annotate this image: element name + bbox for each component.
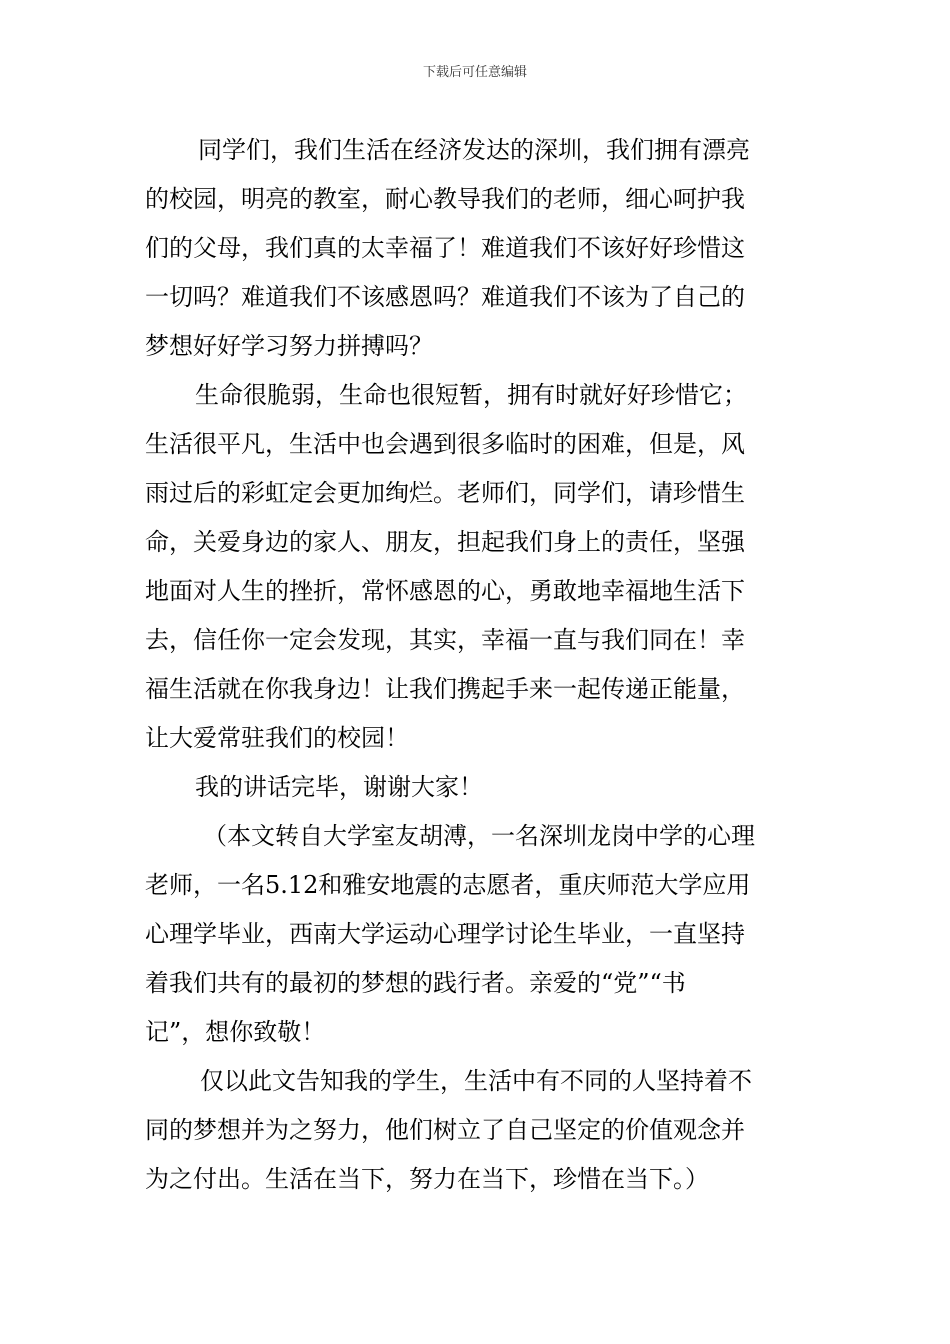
- text-line: （本文转自大学室友胡溥，一名深圳龙岗中学的心理: [203, 822, 755, 850]
- text-line: 同学们，我们生活在经济发达的深圳，我们拥有漂亮: [198, 136, 750, 164]
- text-line: 的校园，明亮的教室，耐心教导我们的老师，细心呵护我: [145, 185, 745, 213]
- text-line: 我的讲话完毕，谢谢大家！: [195, 773, 483, 801]
- text-line: 命，关爱身边的家人、朋友，担起我们身上的责任，坚强: [145, 528, 745, 556]
- text-line: 梦想好好学习努力拼搏吗？: [145, 332, 433, 360]
- text-line: 福生活就在你我身边！让我们携起手来一起传递正能量，: [145, 675, 745, 703]
- text-line: 心理学毕业，西南大学运动心理学讨论生毕业，一直坚持: [145, 920, 745, 948]
- text-line: 让大爱常驻我们的校园！: [145, 724, 409, 752]
- text-line: 着我们共有的最初的梦想的践行者。亲爱的“党”“书: [145, 969, 686, 997]
- text-line: 记”，想你致敬！: [145, 1018, 326, 1046]
- text-line: 们的父母，我们真的太幸福了！难道我们不该好好珍惜这: [145, 234, 745, 262]
- text-line: 地面对人生的挫折，常怀感恩的心，勇敢地幸福地生活下: [145, 577, 745, 605]
- document-body: [145, 126, 805, 1204]
- text-line: 生活很平凡，生活中也会遇到很多临时的困难，但是，风: [145, 430, 745, 458]
- text-line: 雨过后的彩虹定会更加绚烂。老师们，同学们，请珍惜生: [145, 479, 745, 507]
- text-line: 生命很脆弱，生命也很短暂，拥有时就好好珍惜它；: [195, 381, 747, 409]
- text-line: 去，信任你一定会发现，其实，幸福一直与我们同在！幸: [145, 626, 745, 654]
- text-line: 同的梦想并为之努力，他们树立了自己坚定的价值观念并: [145, 1116, 745, 1144]
- text-line: 仅以此文告知我的学生，生活中有不同的人坚持着不: [200, 1067, 752, 1095]
- page-header: 下载后可任意编辑: [422, 65, 527, 80]
- text-line: 一切吗？难道我们不该感恩吗？难道我们不该为了自己的: [145, 283, 745, 311]
- text-line: 老师，一名5.12和雅安地震的志愿者，重庆师范大学应用: [145, 871, 751, 899]
- text-line: 为之付出。生活在当下，努力在当下，珍惜在当下。）: [145, 1165, 709, 1193]
